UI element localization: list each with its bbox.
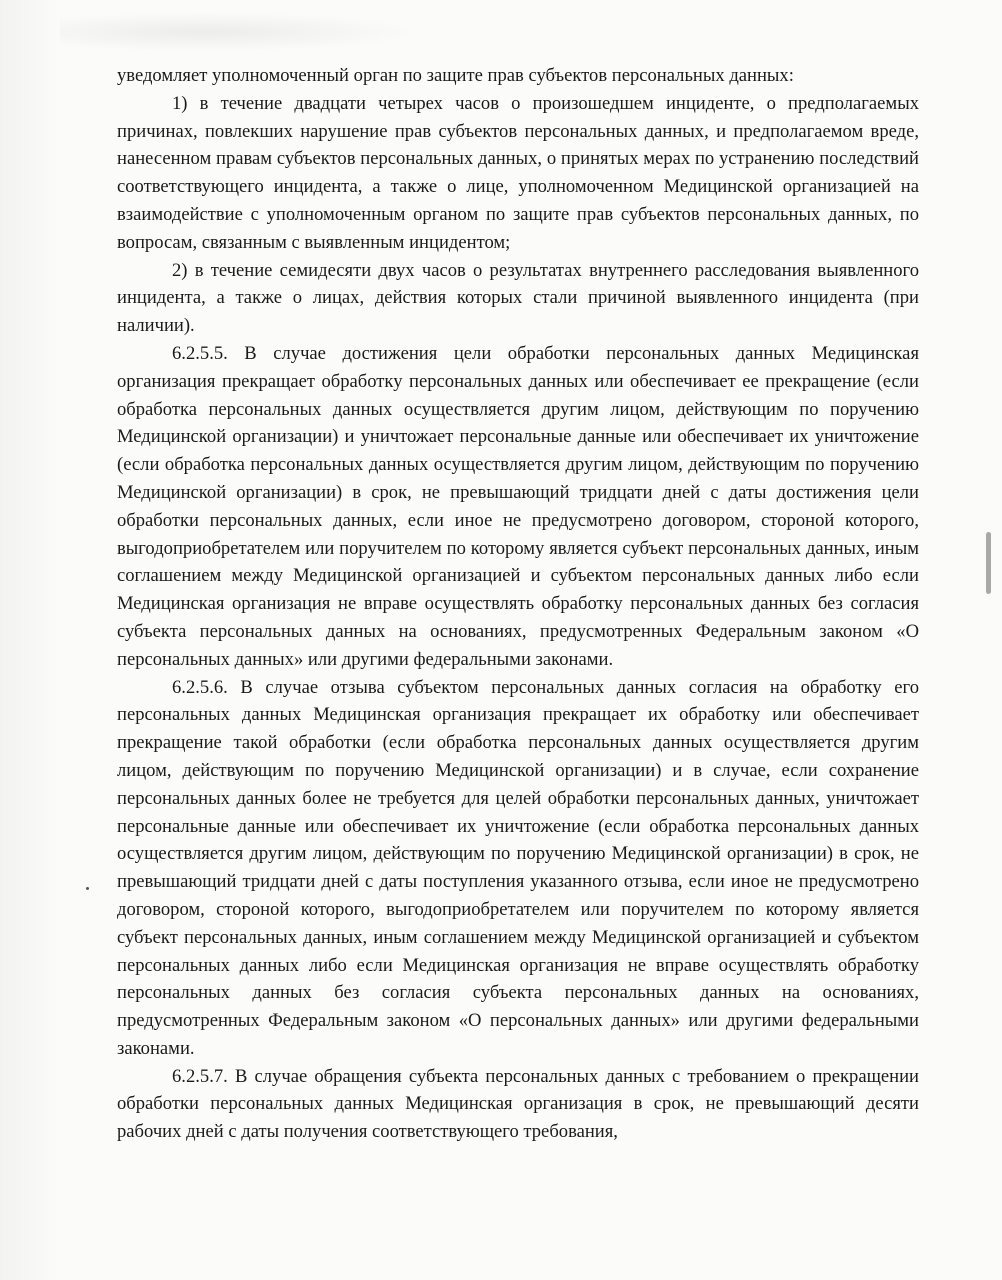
scan-speck — [86, 887, 89, 890]
paragraph-6-2-5-5: 6.2.5.5. В случае достижения цели обработки персональных данных Медицинская организация прекращает обработку персональных данных или обеспечивает ее прекращение (если обработка персональных данных осуществляется другим лицом, действующим по поручению Медицинской организации) и уничтожает персональные данные или обеспечивает их уничтожение (если обработка персональных данных осуществляется другим лицом, действующим по поручению Медицинской организации) в срок, не превышающий тридцати дней с даты достижения цели обработки персональных данных, если иное не предусмотрено договором, стороной которого, выгодоприобретателем или поручителем по которому является субъект персональных данных, иным соглашением между Медицинской организацией и субъектом персональных данных либо если Медицинская организация не вправе осуществлять обработку персональных данных без согласия субъекта персональных данных на основаниях, предусмотренных Федеральным законом «О персональных данных» или другими федеральными законами. — [117, 342, 919, 670]
scan-smudge — [60, 12, 420, 52]
paragraph-6-2-5-7: 6.2.5.7. В случае обращения субъекта персональных данных с требованием о прекращении обработки персональных данных Медицинская организация в срок, не превышающий десяти рабочих дней с даты получения соответствующего требования, — [117, 1065, 919, 1143]
paragraph-item-2: 2) в течение семидесяти двух часов о результатах внутреннего расследования выявленного инцидента, а также о лицах, действия которых стали причиной выявленного инцидента (при наличии). — [117, 259, 919, 337]
scrollbar-thumb[interactable] — [986, 532, 991, 594]
paragraph-intro: уведомляет уполномоченный орган по защите прав субъектов персональных данных: — [117, 65, 794, 86]
paragraph-6-2-5-6: 6.2.5.6. В случае отзыва субъектом персональных данных согласия на обработку его персональных данных Медицинская организация прекращает их обработку или обеспечивает прекращение такой обработки (если обработка персональных данных осуществляется другим лицом, действующим по поручению Медицинской организации) и в случае, если сохранение персональных данных более не требуется для целей обработки персональных данных, уничтожает персональные данные или обеспечивает их уничтожение (если обработка персональных данных осуществляется другим лицом, действующим по поручению Медицинской организации) в срок, не превышающий тридцати дней с даты поступления указанного отзыва, если иное не предусмотрено договором, стороной которого, выгодоприобретателем или поручителем по которому является субъект персональных данных, иным соглашением между Медицинской организацией и субъектом персональных данных либо если Медицинская организация не вправе осуществлять обработку персональных данных без согласия субъекта персональных данных на основаниях, предусмотренных Федеральным законом «О персональных данных» или другими федеральными законами. — [117, 676, 919, 1059]
page-edge-shadow — [0, 0, 60, 1280]
paragraph-item-1: 1) в течение двадцати четырех часов о произошедшем инциденте, о предполагаемых причинах, повлекших нарушение прав субъектов персональных данных, и предполагаемом вреде, нанесенном правам субъектов персональных данных, о принятых мерах по устранению последствий соответствующего инцидента, а также о лице, уполномоченном Медицинской организацией на взаимодействие с уполномоченным органом по защите прав субъектов персональных данных, по вопросам, связанным с выявленным инцидентом; — [117, 92, 919, 253]
document-body — [117, 62, 919, 1146]
